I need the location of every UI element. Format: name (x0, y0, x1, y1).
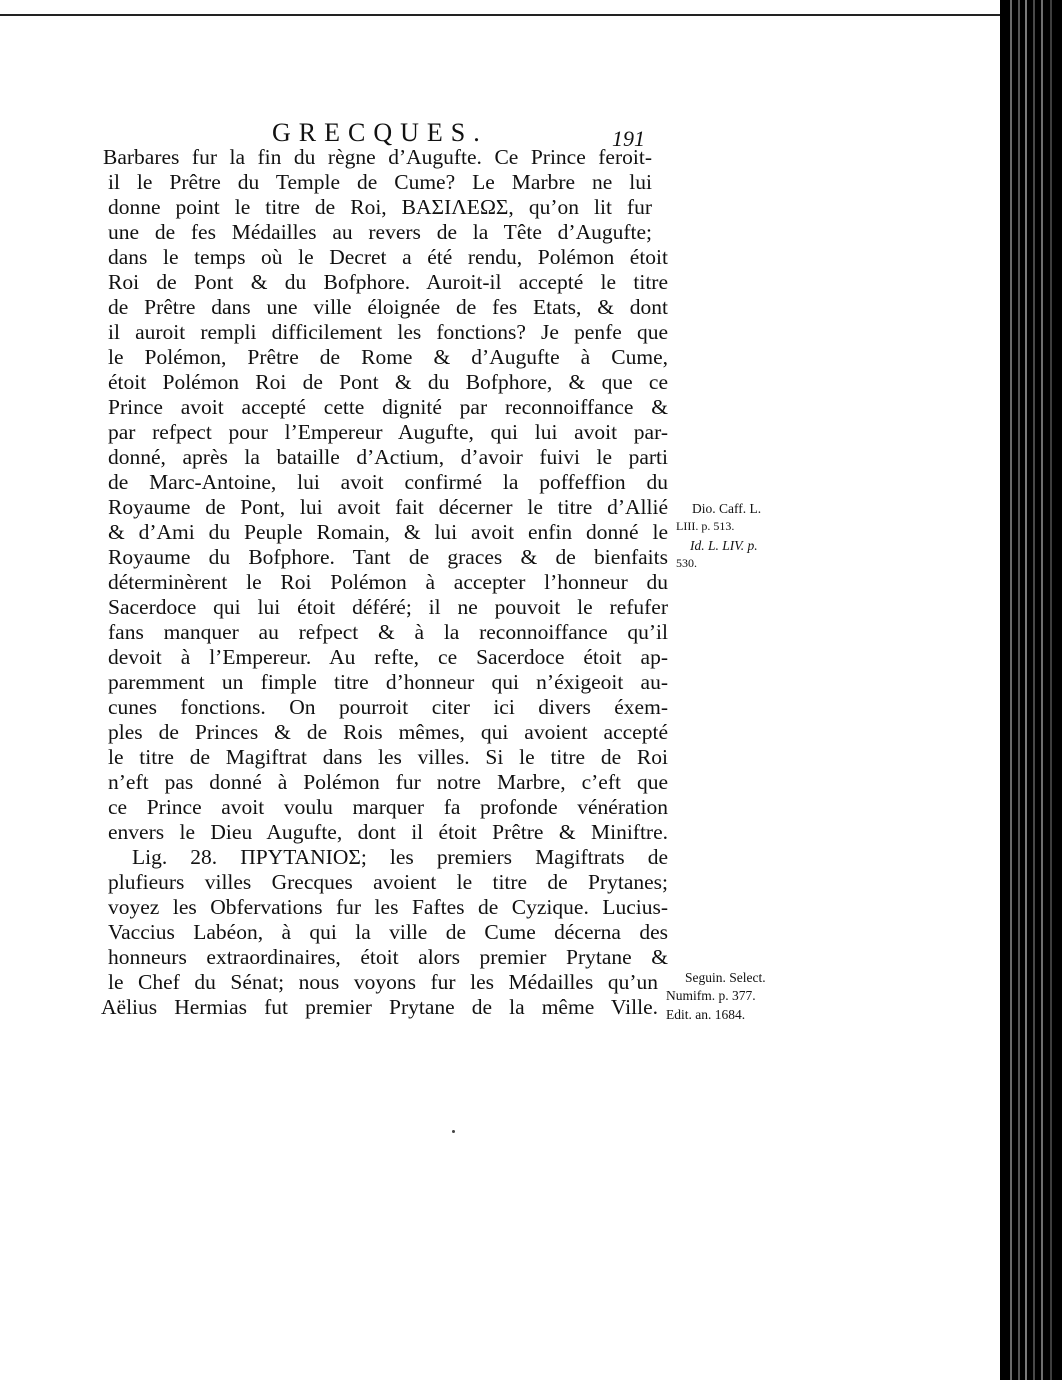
text-line: étoit Polémon Roi de Pont & du Bofphore, & que ce (108, 370, 668, 394)
text-line: il le Prêtre du Temple de Cume? Le Marbre ne lui (108, 170, 652, 194)
text-line: Royaume du Bofphore. Tant de graces & de bienfaits (108, 545, 668, 569)
text-line: ce Prince avoit voulu marquer fa profonde vénération (108, 795, 668, 819)
text-line: le titre de Magiftrat dans les villes. Si le titre de Roi (108, 745, 668, 769)
text-line: de Prêtre dans une ville éloignée de fes Etats, & dont (108, 295, 668, 319)
text-line: envers le Dieu Augufte, dont il étoit Prêtre & Miniftre. (108, 820, 668, 844)
margin-note-line: 530. (676, 556, 697, 570)
text-line: honneurs extraordinaires, étoit alors premier Prytane & (108, 945, 668, 969)
text-line: paremment un fimple titre d’honneur qui n’éxigeoit au- (108, 670, 668, 694)
text-line: fans manquer au refpect & à la reconnoiffance qu’il (108, 620, 668, 644)
text-line: Royaume de Pont, lui avoit fait décerner le titre d’Allié (108, 495, 668, 519)
margin-note-line: Dio. Caff. L. (692, 501, 762, 516)
text-line: Lig. 28. ΠΡΥΤΑΝΙΟΣ; les premiers Magiftrats de (132, 845, 668, 869)
text-line: une de fes Médailles au revers de la Tête d’Augufte; (108, 220, 652, 244)
text-line: Barbares fur la fin du règne d’Augufte. Ce Prince feroit- (103, 145, 652, 169)
text-line: Prince avoit accepté cette dignité par reconnoiffance & (108, 395, 668, 419)
paper-speck (452, 1130, 455, 1133)
margin-note-line: LIII. p. 513. (676, 519, 735, 533)
margin-note-line: Numifm. p. 377. (666, 988, 756, 1003)
text-line: le Chef du Sénat; nous voyons fur les Médailles qu’un (108, 970, 658, 994)
text-line: Vaccius Labéon, à qui la ville de Cume décerna des (108, 920, 668, 944)
text-line: cunes fonctions. On pourroit citer ici divers éxem- (108, 695, 668, 719)
text-line: donne point le titre de Roi, ΒΑΣΙΛΕΩΣ, qu’on lit fur (108, 195, 652, 219)
text-line: ples de Princes & de Rois mêmes, qui avoient accepté (108, 720, 668, 744)
text-line: il auroit rempli difficilement les fonctions? Je penfe que (108, 320, 668, 344)
page-number: 191 (612, 126, 645, 151)
text-line: par refpect pour l’Empereur Augufte, qui lui avoit par- (108, 420, 668, 444)
text-line: n’eft pas donné à Polémon fur notre Marbre, c’eft que (108, 770, 668, 794)
text-line: dans le temps où le Decret a été rendu, Polémon étoit (108, 245, 668, 269)
text-line: le Polémon, Prêtre de Rome & d’Augufte à Cume, (108, 345, 668, 369)
text-line: Roi de Pont & du Bofphore. Auroit-il accepté le titre (108, 270, 668, 294)
book-binding-edge (1000, 0, 1062, 1380)
margin-note-line: Seguin. Select. (685, 970, 766, 985)
text-line: de Marc-Antoine, lui avoit confirmé la poffeffion du (108, 470, 668, 494)
text-line: voyez les Obfervations fur les Faftes de Cyzique. Lucius- (108, 895, 668, 919)
text-line: plufieurs villes Grecques avoient le titre de Prytanes; (108, 870, 668, 894)
text-line: & d’Ami du Peuple Romain, & lui avoit enfin donné le (108, 520, 668, 544)
text-line: déterminèrent le Roi Polémon à accepter l’honneur du (108, 570, 668, 594)
margin-note-line: Id. L. LIV. p. (690, 538, 758, 553)
running-head: GRECQUES. (272, 118, 488, 147)
text-line: Aëlius Hermias fut premier Prytane de la même Ville. (101, 995, 658, 1019)
top-edge-rule (0, 14, 1000, 16)
margin-note-line: Edit. an. 1684. (666, 1007, 746, 1022)
text-line: devoit à l’Empereur. Au refte, ce Sacerdoce étoit ap- (108, 645, 668, 669)
text-line: donné, après la bataille d’Actium, d’avoir fuivi le parti (108, 445, 668, 469)
text-line: Sacerdoce qui lui étoit déféré; il ne pouvoit le refufer (108, 595, 668, 619)
